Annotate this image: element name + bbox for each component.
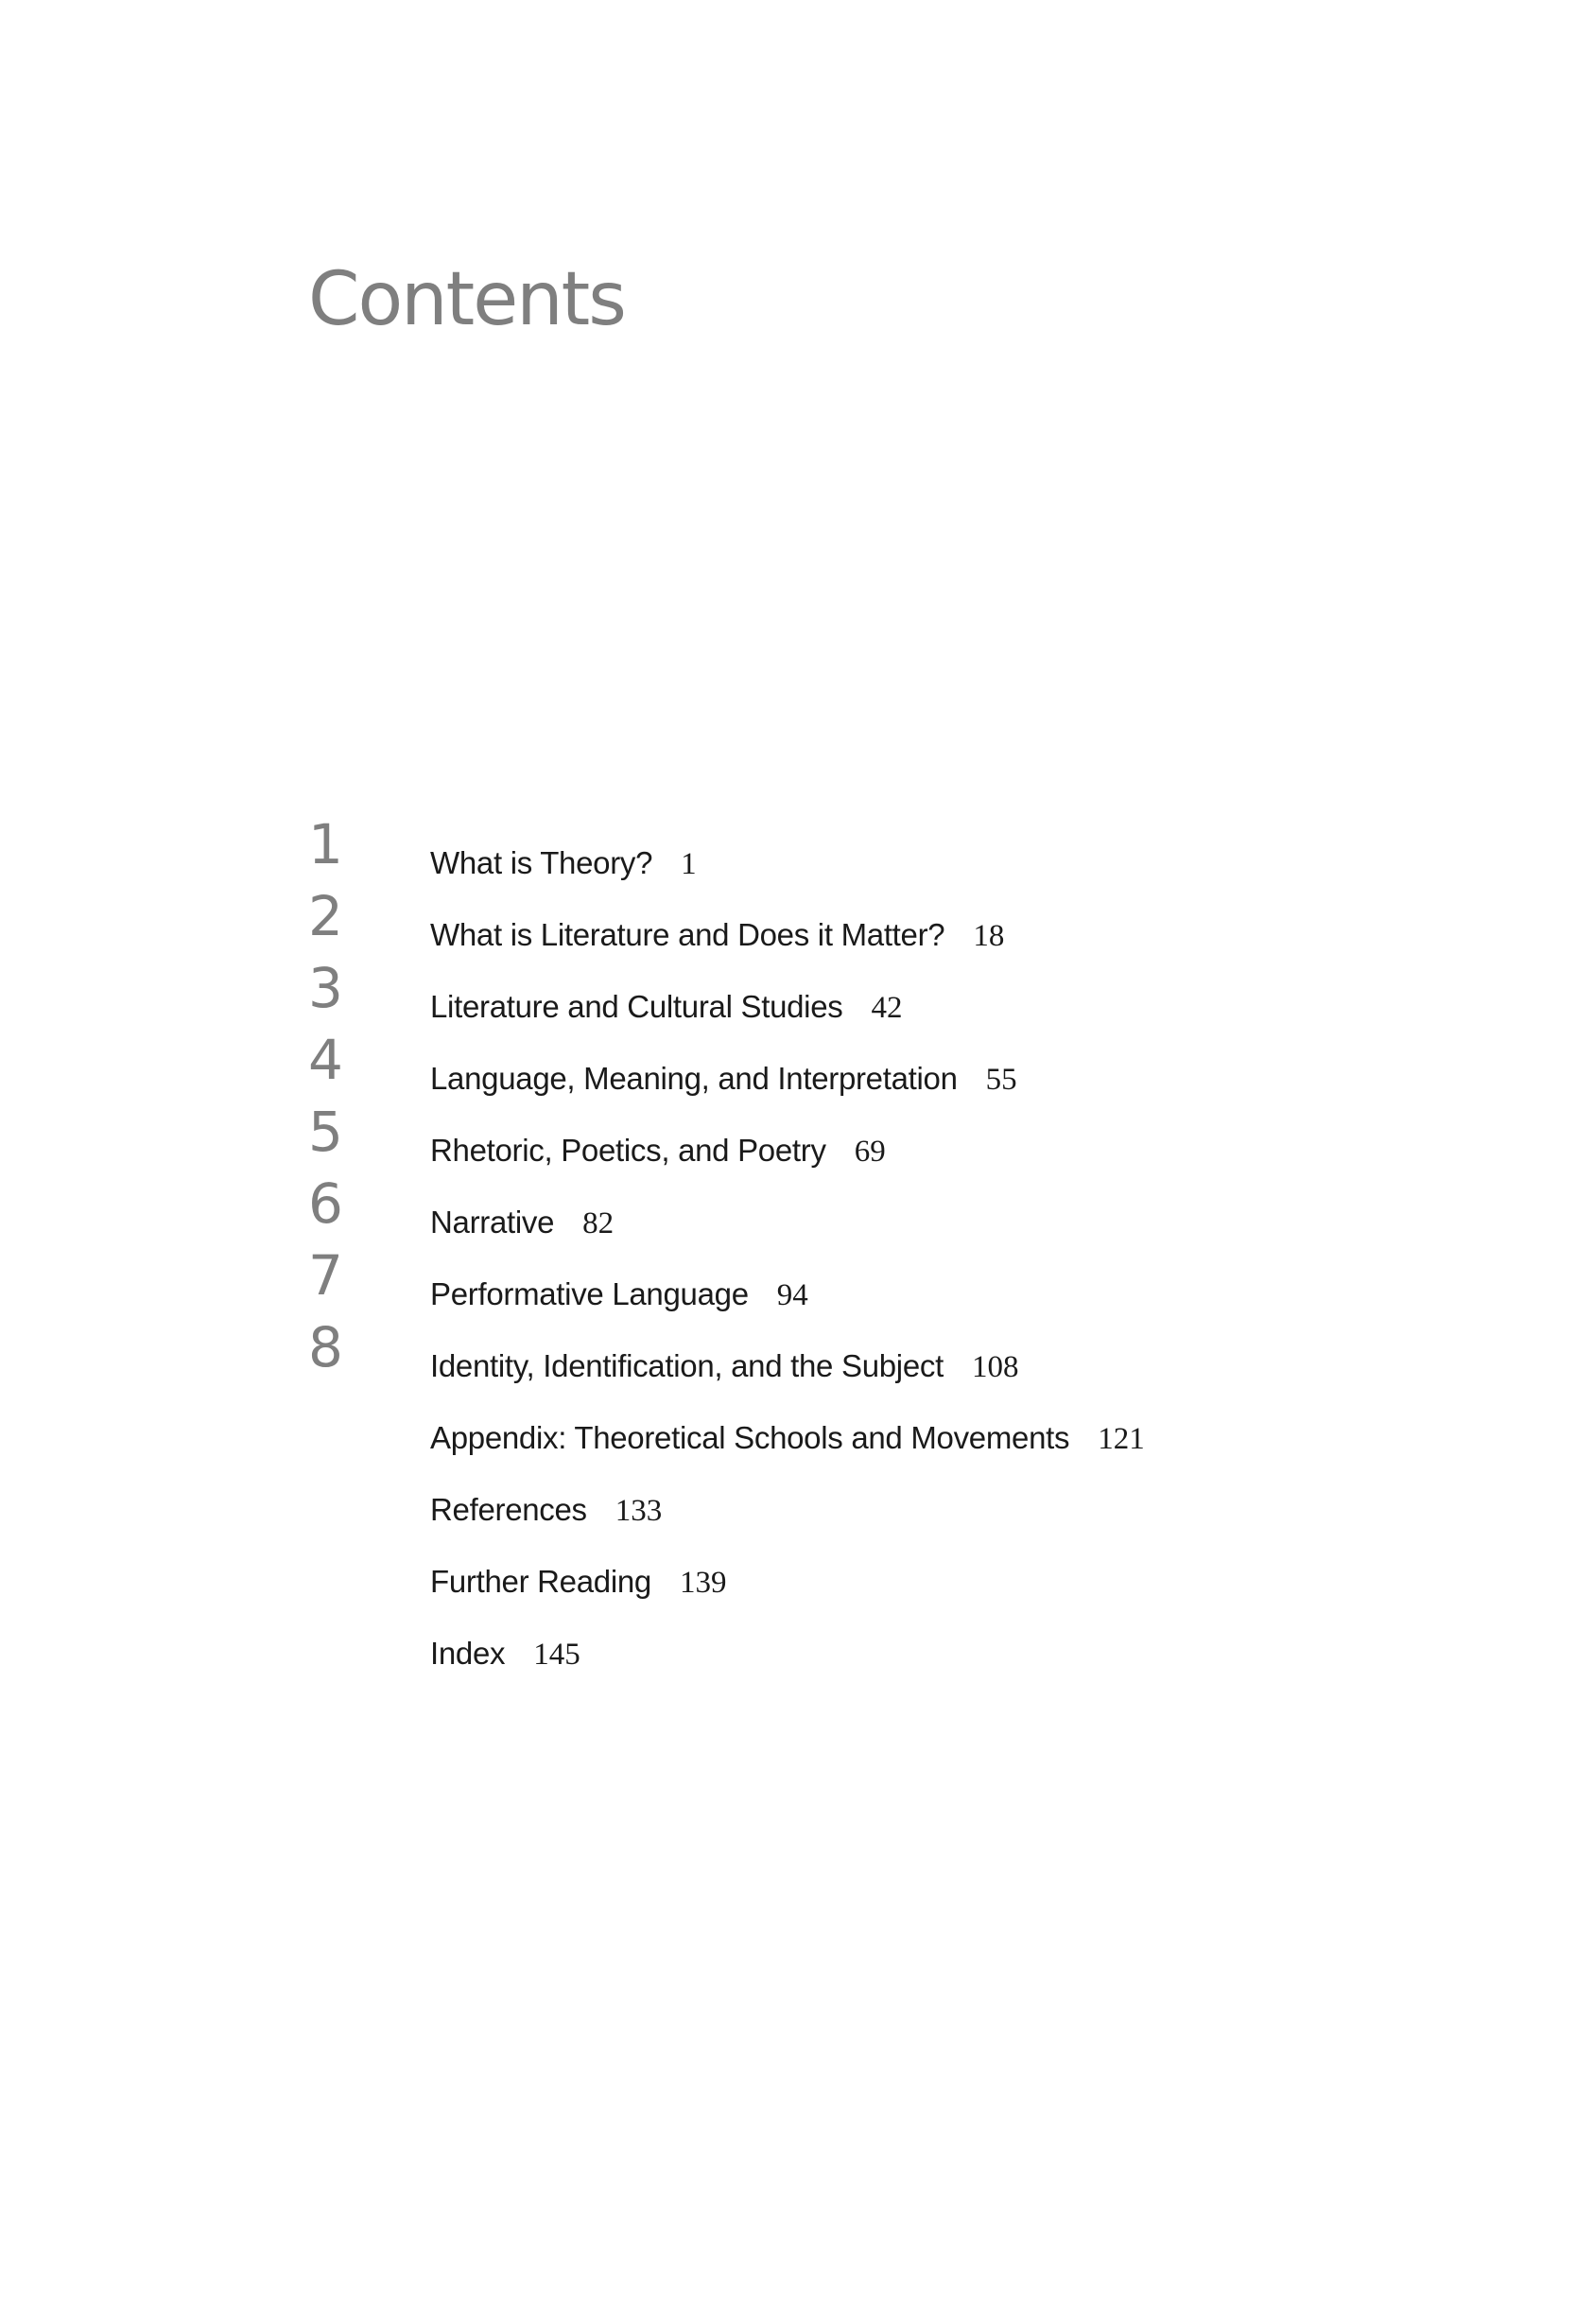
- chapter-number: 6: [308, 1171, 343, 1236]
- chapter-number: 5: [308, 1100, 343, 1164]
- toc-entry-appendix[interactable]: [0, 1390, 1576, 1462]
- toc-entry-chapter-5[interactable]: [0, 1102, 1576, 1174]
- page-title: Contents: [308, 257, 625, 342]
- entry-page-number: 82: [582, 1206, 615, 1240]
- toc-entry-chapter-7[interactable]: [0, 1243, 1576, 1318]
- toc-entry-references[interactable]: [0, 1462, 1576, 1534]
- entry-page-number: 1: [681, 847, 697, 881]
- entry-title: Performative Language: [430, 1276, 749, 1311]
- entry-title: Index: [430, 1636, 506, 1671]
- entry-page-number: 42: [871, 991, 903, 1025]
- entry-page-number: 121: [1098, 1422, 1145, 1456]
- entry-page-number: 139: [679, 1566, 727, 1600]
- entry-title: What is Literature and Does it Matter?: [430, 917, 945, 952]
- toc-entry-chapter-4[interactable]: [0, 1028, 1576, 1102]
- chapter-number: 4: [308, 1028, 343, 1092]
- entry-title: Further Reading: [430, 1564, 651, 1599]
- entry-page-number: 94: [776, 1278, 808, 1312]
- chapter-number: 1: [308, 812, 343, 876]
- entry-title: Narrative: [430, 1205, 555, 1240]
- entry-page-number: 108: [971, 1350, 1019, 1384]
- entry-title: Appendix: Theoretical Schools and Movements: [430, 1420, 1070, 1455]
- entry-title: Rhetoric, Poetics, and Poetry: [430, 1133, 826, 1168]
- entry-title: What is Theory?: [430, 845, 653, 880]
- entry-page-number: 133: [615, 1494, 663, 1528]
- toc-entry-chapter-1[interactable]: [0, 812, 1576, 887]
- toc-entry-chapter-2[interactable]: [0, 884, 1576, 959]
- toc-entry-further-reading[interactable]: [0, 1534, 1576, 1605]
- toc-entry-chapter-6[interactable]: [0, 1171, 1576, 1246]
- entry-title: Literature and Cultural Studies: [430, 989, 843, 1024]
- chapter-number: 2: [308, 884, 343, 948]
- toc-entry-chapter-8[interactable]: [0, 1315, 1576, 1390]
- chapter-number: 3: [308, 956, 343, 1020]
- entry-page-number: 69: [854, 1135, 886, 1169]
- entry-title: Identity, Identification, and the Subject: [430, 1348, 944, 1383]
- entry-page-number: 145: [533, 1638, 580, 1672]
- chapter-number: 7: [308, 1243, 343, 1308]
- chapter-number: 8: [308, 1315, 343, 1379]
- entry-title: Language, Meaning, and Interpretation: [430, 1061, 958, 1096]
- toc-entry-chapter-3[interactable]: [0, 956, 1576, 1031]
- entry-page-number: 18: [973, 919, 1005, 953]
- table-of-contents: [0, 812, 1576, 1677]
- entry-title: References: [430, 1492, 587, 1527]
- toc-entry-index[interactable]: [0, 1605, 1576, 1677]
- entry-page-number: 55: [985, 1063, 1017, 1097]
